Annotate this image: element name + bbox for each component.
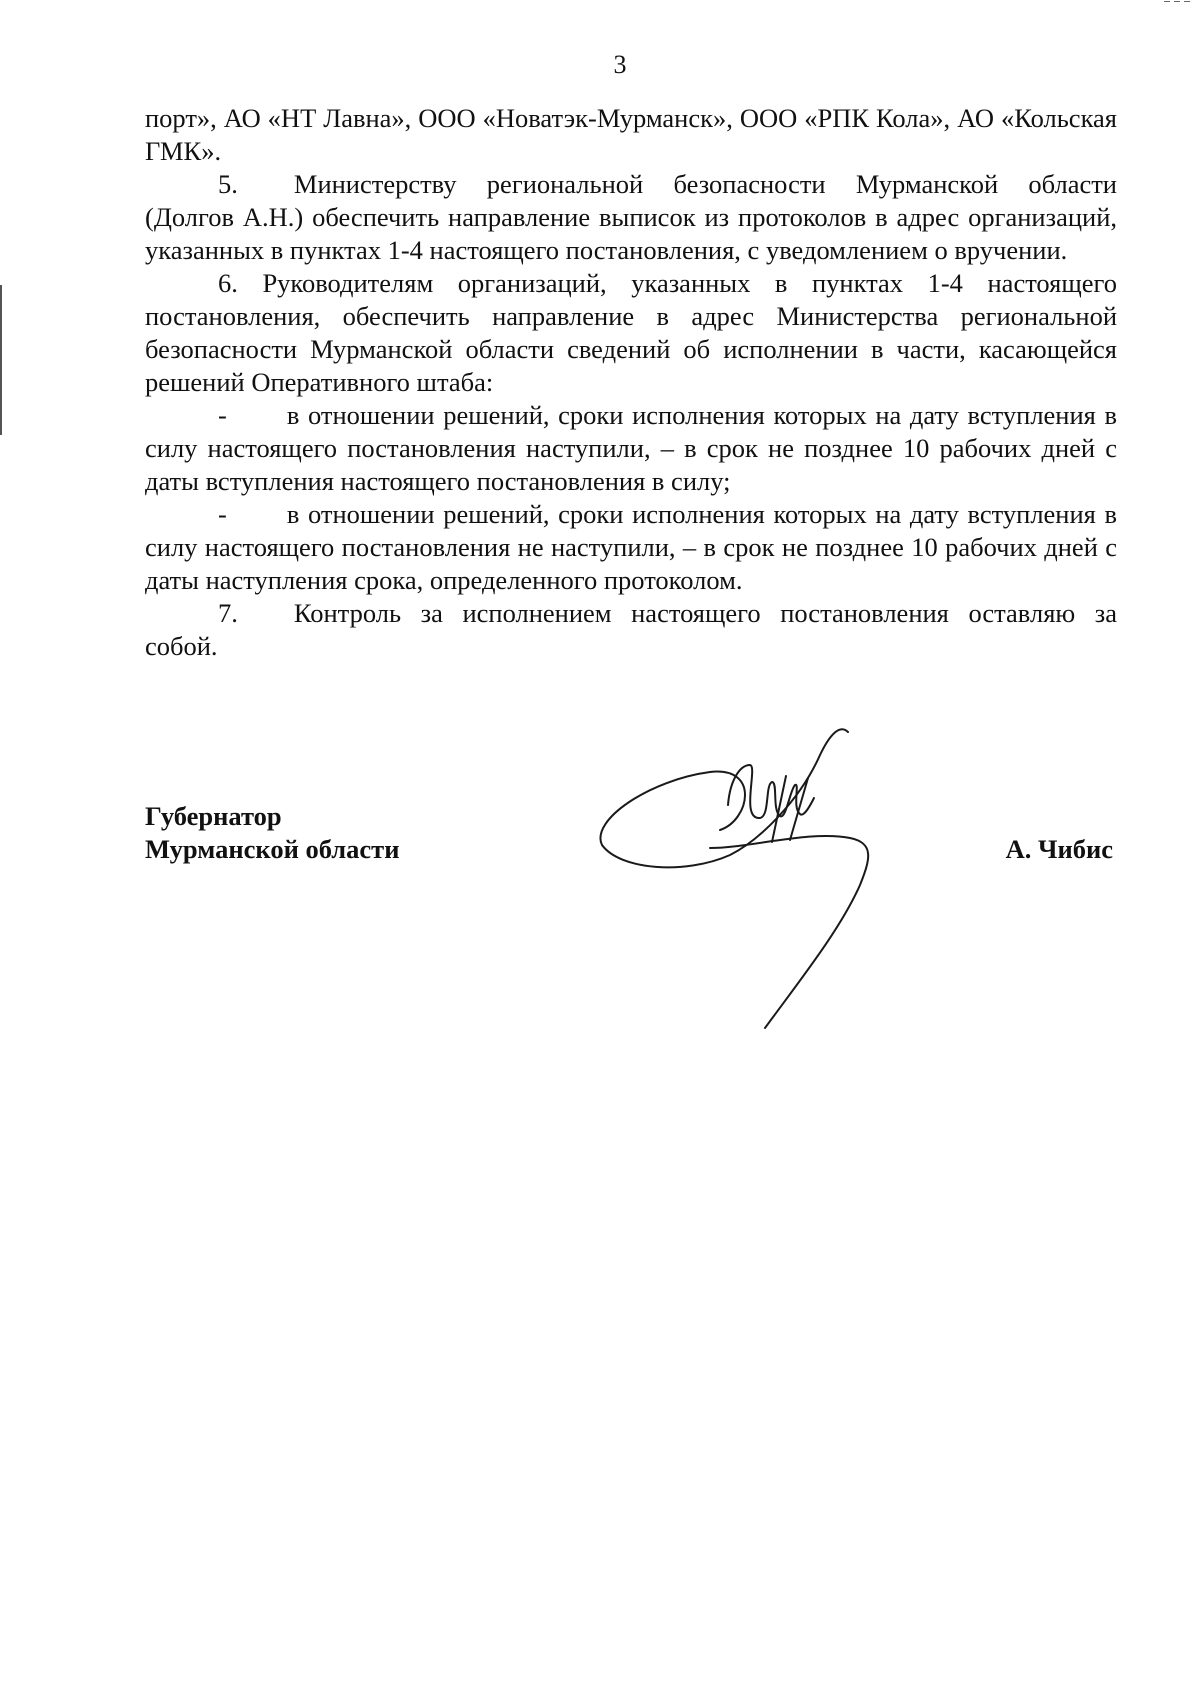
dash-marker: - — [218, 499, 227, 529]
paragraph-text: Руководителям организаций, указанных в пунктах 1-4 настоящего постановления, обеспечить направление в адрес Министерства региональной безопасности Мурманской области сведений об исполнении в части, касающейся решений Оперативного штаба: — [145, 268, 1117, 397]
signatory-title-line2: Мурманской области — [145, 834, 400, 864]
dash-marker: - — [218, 400, 227, 430]
paragraph-6-item-2 — [145, 498, 1117, 597]
paragraph-text: порт», АО «НТ Лавна», ООО «Новатэк-Мурманск», ООО «РПК Кола», АО «Кольская ГМК». — [145, 103, 1117, 166]
paragraph-number: 7. — [218, 598, 238, 628]
paragraph-6 — [145, 267, 1117, 399]
scan-edge-mark — [0, 285, 2, 435]
paragraph-continued — [145, 102, 1117, 168]
paragraph-text: Министерству региональной безопасности Мурманской области (Долгов А.Н.) обеспечить направление выписок из протоколов в адрес организаций, указанных в пунктах 1-4 настоящего постановления, с уведомлением о вручении. — [145, 169, 1117, 265]
signatory-name: А. Чибис — [1005, 834, 1113, 864]
paragraph-text: в отношении решений, сроки исполнения которых на дату вступления в силу настоящего постановления наступили, – в срок не позднее 10 рабочих дней с даты вступления настоящего постановления в силу; — [145, 400, 1117, 496]
paragraph-7 — [145, 597, 1117, 663]
signatory-title-line1: Губернатор — [145, 801, 282, 831]
paragraph-6-item-1 — [145, 399, 1117, 498]
paragraph-text: Контроль за исполнением настоящего постановления оставляю за собой. — [145, 598, 1117, 661]
paragraph-text: в отношении решений, сроки исполнения которых на дату вступления в силу настоящего постановления не наступили, – в срок не позднее 10 рабочих дней с даты наступления срока, определенного протоколом. — [145, 499, 1117, 595]
paragraph-5 — [145, 168, 1117, 267]
scan-artifact — [1164, 0, 1194, 3]
paragraph-number: 6. — [218, 268, 238, 298]
paragraph-number: 5. — [218, 169, 238, 199]
page-number: 3 — [613, 50, 627, 79]
document-body — [145, 102, 1117, 663]
handwritten-signature — [590, 710, 910, 1040]
signatory-title — [145, 800, 399, 866]
